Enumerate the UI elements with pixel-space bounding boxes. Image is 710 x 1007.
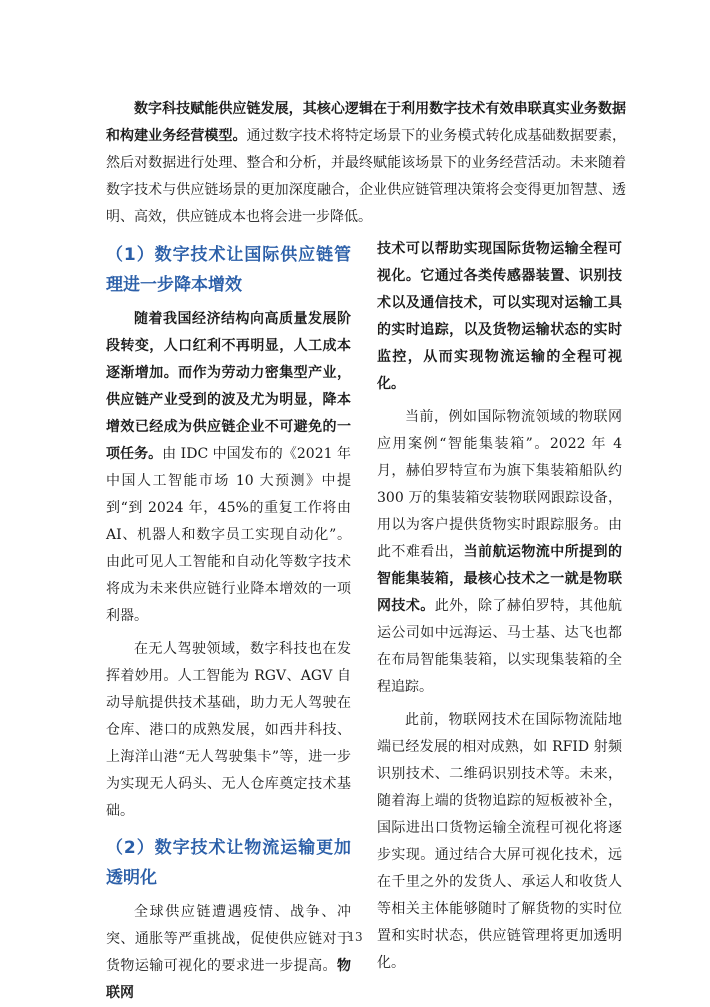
- page-number: 13: [347, 930, 363, 944]
- section2-p2-bold: 当前航运物流中所提到的智能集装箱，最核心技术之一就是物联网技术。: [377, 544, 622, 614]
- section1-paragraph-2: 在无人驾驶领域，数字科技也在发挥着妙用。人工智能为 RGV、AGV 自动导航提供技术基础，助力无人驾驶在仓库、港口的成熟发展，如西井科技、上海洋山港“无人驾驶集卡”等，进一步为实现无人码头、无人仓库奠定技术基础。: [106, 641, 351, 819]
- intro-text: 通过数字技术将特定场景下的业务模式转化成基础数据要素，然后对数据进行处理、整合和分析，并最终赋能该场景下的业务经营活动。未来随着数字技术与供应链场景的更加深度融合，企业供应链管理决策将会变得更加智慧、透明、高效，供应链成本也将会进一步降低。: [106, 128, 627, 225]
- section1-p1-text: 由 IDC 中国发布的《2021 年中国人工智能市场 10 大预测》中提到“到 2024 年，45%的重复工作将由 AI、机器人和数字员工实现自动化”。由此可见人工智能和自动化等数字技术将成为未来供应链行业降本增效的一项利器。: [106, 446, 351, 624]
- section1-p1-bold: 随着我国经济结构向高质量发展阶段转变，人口红利不再明显，人工成本逐渐增加。而作为劳动力密集型产业，供应链产业受到的波及尤为明显，降本增效已经成为供应链企业不可避免的一项任务。: [106, 311, 351, 462]
- section2-paragraph-1: [106, 899, 351, 1007]
- section2-heading: （2）数字技术让物流运输更加透明化: [106, 838, 351, 888]
- section2-p1-text: 全球供应链遭遇疫情、战争、冲突、通胀等严重挑战，促使供应链对于货物运输可视化的要求进一步提高。: [106, 904, 351, 974]
- section2-p1-bold-start: 物联网: [106, 958, 351, 1001]
- section2-p2-text-a: 当前，例如国际物流领域的物联网应用案例“智能集装箱”。2022 年 4 月，赫伯罗特宣布为旗下集装箱船队约 300 万的集装箱安装物联网跟踪设备，用以为客户提供货物实时跟踪服务。由此不难看出，: [377, 409, 622, 560]
- section1-heading: （1）数字技术让国际供应链管理进一步降本增效: [106, 245, 351, 295]
- section2-paragraph-1-continued: 技术可以帮助实现国际货物运输全程可视化。它通过各类传感器装置、识别技术以及通信技术，可以实现对运输工具的实时追踪，以及货物运输状态的实时监控，从而实现物流运输的全程可视化。: [377, 241, 622, 392]
- section2-p2-text-b: 此外，除了赫伯罗特，其他航运公司如中远海运、马士基、达飞也都在布局智能集装箱，以实现集装箱的全程追踪。: [377, 598, 622, 695]
- section1-paragraph-1: [106, 306, 351, 630]
- right-column: [377, 236, 622, 977]
- section2-paragraph-3: 此前，物联网技术在国际物流陆地端已经发展的相对成熟，如 RFID 射频识别技术、二维码识别技术等。未来，随着海上端的货物追踪的短板被补全，国际进出口货物运输全流程可视化将逐步实现。通过结合大屏可视化技术，远在千里之外的发货人、承运人和收货人等相关主体能够随时了解货物的实时位置和实时状态，供应链管理将更加透明化。: [377, 712, 622, 971]
- intro-bold-lead: 数字科技赋能供应链发展，其核心逻辑在于利用数字技术有效串联真实业务数据和构建业务经营模型。: [106, 101, 626, 144]
- section2-paragraph-2: [377, 404, 622, 701]
- intro-paragraph: [106, 96, 626, 231]
- left-column: [106, 240, 351, 1007]
